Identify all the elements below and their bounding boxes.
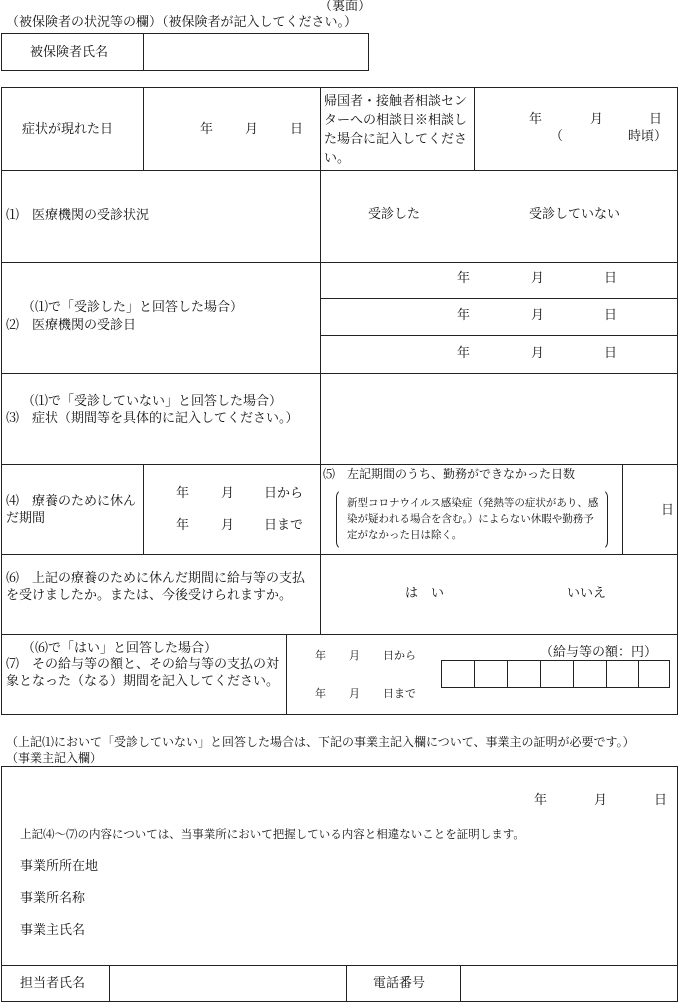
employer-certify: 上記⑷～⑺の内容については、当事業所において把握している内容と相違ないことを証明します。 bbox=[20, 827, 525, 841]
q7-to-year: 年 bbox=[315, 687, 326, 700]
insured-name-label: 被保険者氏名 bbox=[30, 45, 109, 60]
q2-row3-month: 月 bbox=[531, 346, 545, 361]
q2-label: ⑵ 医療機関の受診日 bbox=[6, 318, 137, 333]
amount-digit-box[interactable] bbox=[638, 660, 670, 688]
q7-from-day: 日から bbox=[383, 649, 416, 662]
insured-name-field[interactable] bbox=[144, 34, 368, 70]
q6-label: ⑹ 上記の療養のために休んだ期間に給与等の支払を受けましたか。または、今後受けられますか。 bbox=[6, 571, 306, 603]
office-name-label: 事業所名称 bbox=[20, 891, 86, 906]
q3-label: ⑶ 症状（期間等を具体的に記入してください。） bbox=[6, 411, 299, 426]
q1-label: ⑴ 医療機関の受診状況 bbox=[6, 208, 150, 223]
q4-to-year: 年 bbox=[176, 518, 190, 533]
q6-option-no[interactable]: いいえ bbox=[567, 586, 607, 601]
q5-label: ⑸ 左記期間のうち、勤務ができなかった日数 bbox=[323, 467, 576, 481]
q4-from-year: 年 bbox=[176, 486, 190, 501]
q7-amount-label: （給与等の額：円） bbox=[540, 645, 658, 660]
employer-month: 月 bbox=[594, 793, 608, 808]
side-label: （裏面） bbox=[319, 0, 372, 14]
q2-row2-day: 日 bbox=[604, 308, 618, 323]
symptom-date-label: 症状が現れた日 bbox=[22, 122, 114, 137]
q3-note: （⑴で「受診していない」と回答した場合） bbox=[22, 394, 283, 409]
q2-row1-year: 年 bbox=[457, 271, 471, 286]
q7-to-month: 月 bbox=[349, 687, 360, 700]
consult-day: 日 bbox=[649, 112, 663, 127]
q2-row1-month: 月 bbox=[531, 271, 545, 286]
employer-instruction: （上記⑴において「受診していない」と回答した場合は、下記の事業主記入欄について、事業主の証明が必要です。） bbox=[6, 735, 635, 749]
q1-option-yes[interactable]: 受診した bbox=[368, 207, 421, 222]
symptom-year: 年 bbox=[200, 122, 214, 137]
q5-day: 日 bbox=[661, 503, 675, 518]
employer-year: 年 bbox=[534, 793, 548, 808]
q5-note: 新型コロナウイルス感染症（発熱等の症状があり、感染が疑われる場合を含む。）によらない休暇や勤務予定がなかった日は除く。 bbox=[347, 497, 599, 541]
phone-field[interactable] bbox=[461, 966, 677, 1001]
amount-digit-box[interactable] bbox=[441, 660, 475, 688]
amount-digit-box[interactable] bbox=[507, 660, 541, 688]
contact-name-label: 担当者氏名 bbox=[20, 976, 86, 991]
employer-section-title: （事業主記入欄） bbox=[6, 751, 103, 765]
q7-from-year: 年 bbox=[315, 649, 326, 662]
q2-row1-day: 日 bbox=[604, 271, 618, 286]
q7-from-month: 月 bbox=[349, 649, 360, 662]
amount-digit-box[interactable] bbox=[474, 660, 508, 688]
q2-note: （⑴で「受診した」と回答した場合） bbox=[22, 300, 244, 315]
consult-date-label: 帰国者・接触者相談センターへの相談日※相談した場合に記入してください。 bbox=[324, 94, 468, 166]
q1-option-no[interactable]: 受診していない bbox=[529, 207, 621, 222]
q2-row2-month: 月 bbox=[531, 308, 545, 323]
q4-to-day: 日まで bbox=[264, 518, 304, 533]
employer-day: 日 bbox=[654, 793, 668, 808]
q5-days-field[interactable] bbox=[623, 465, 659, 553]
amount-digit-box[interactable] bbox=[573, 660, 607, 688]
phone-label: 電話番号 bbox=[373, 976, 426, 991]
q7-note: （⑹で「はい」と回答した場合） bbox=[22, 641, 218, 656]
contact-name-field[interactable] bbox=[110, 966, 345, 1001]
q2-row3-year: 年 bbox=[457, 346, 471, 361]
q2-row2-year: 年 bbox=[457, 308, 471, 323]
q4-from-day: 日から bbox=[264, 486, 304, 501]
section-title: （被保険者の状況等の欄）（被保険者が記入してください。） bbox=[6, 15, 358, 30]
symptom-day: 日 bbox=[290, 122, 304, 137]
q4-to-month: 月 bbox=[221, 518, 235, 533]
consult-time: （ 時頃） bbox=[550, 129, 668, 144]
q2-row3-day: 日 bbox=[604, 346, 618, 361]
q4-from-month: 月 bbox=[221, 486, 235, 501]
q6-option-yes[interactable]: は い bbox=[405, 586, 445, 601]
consult-year: 年 bbox=[529, 112, 543, 127]
consult-month: 月 bbox=[590, 112, 604, 127]
q4-label: ⑷ 療養のために休んだ期間 bbox=[6, 494, 137, 526]
q3-symptom-field[interactable] bbox=[321, 374, 677, 463]
office-address-label: 事業所所在地 bbox=[20, 859, 99, 874]
amount-digit-box[interactable] bbox=[606, 660, 639, 688]
q7-amount-boxes[interactable] bbox=[441, 660, 670, 688]
amount-digit-box[interactable] bbox=[540, 660, 574, 688]
q7-to-day: 日まで bbox=[383, 687, 416, 700]
q7-label: ⑺ その給与等の額と、その給与等の支払の対象となった（なる）期間を記入してください。 bbox=[6, 657, 280, 689]
owner-name-label: 事業主氏名 bbox=[20, 923, 86, 938]
symptom-month: 月 bbox=[245, 122, 259, 137]
